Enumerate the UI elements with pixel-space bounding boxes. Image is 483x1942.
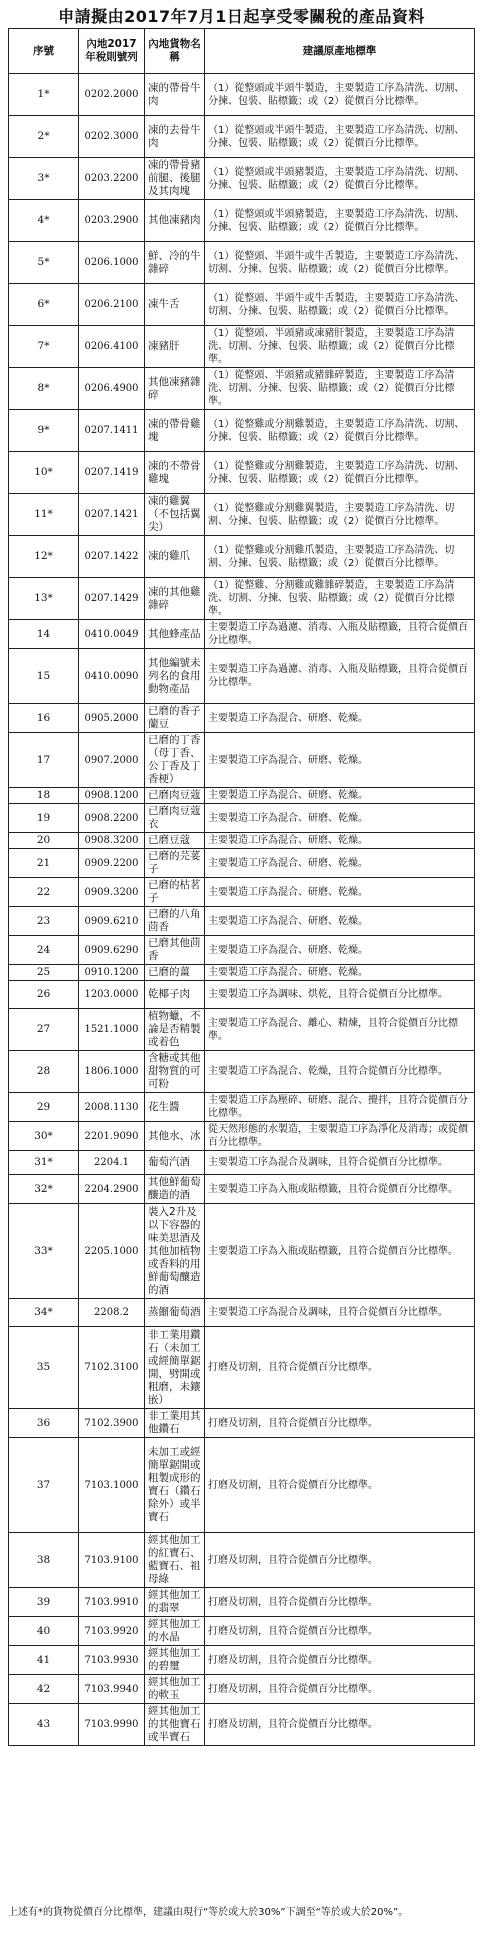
tariff-code-cell: 0207.1422 <box>79 536 145 578</box>
tariff-code-cell: 2204.1 <box>79 1151 145 1175</box>
origin-standard-cell: 打磨及切割，且符合從價百分比標準。 <box>205 1409 475 1438</box>
origin-standard-cell: 打磨及切割，且符合從價百分比標準。 <box>205 1327 475 1409</box>
tariff-code-cell: 0907.2000 <box>79 733 145 788</box>
serial-no-cell: 36 <box>9 1409 79 1438</box>
serial-no-cell: 33* <box>9 1204 79 1299</box>
table-row <box>9 1093 475 1122</box>
table-row <box>9 936 475 965</box>
goods-name-cell: 已磨的丁香（母丁香、公丁香及丁香梗） <box>145 733 205 788</box>
footnote: 上述有*的貨物從價百分比標準，建議由現行“等於或大於30%”下調至“等於或大於20%”。 <box>8 1907 409 1918</box>
tariff-code-cell: 1203.0000 <box>79 981 145 1009</box>
table-row <box>9 788 475 804</box>
serial-no-cell: 25 <box>9 965 79 981</box>
goods-name-cell: 凍的帶骨豬前腿、後腿及其肉塊 <box>145 158 205 200</box>
serial-no-cell: 23 <box>9 907 79 936</box>
origin-standard-cell: 主要製造工序為混合、研磨、乾燥。 <box>205 849 475 878</box>
tariff-code-cell: 0909.6290 <box>79 936 145 965</box>
serial-no-cell: 1* <box>9 74 79 116</box>
origin-standard-cell: 從天然形態的水製造，主要製造工序為淨化及消毒；或從價百分比標準。 <box>205 1122 475 1151</box>
goods-name-cell: 已磨的芫荽子 <box>145 849 205 878</box>
serial-no-cell: 37 <box>9 1438 79 1533</box>
serial-no-cell: 17 <box>9 733 79 788</box>
tariff-code-cell: 2201.9090 <box>79 1122 145 1151</box>
serial-no-cell: 38 <box>9 1533 79 1588</box>
tariff-code-cell: 0202.3000 <box>79 116 145 158</box>
goods-name-cell: 經其他加工的其他寶石或半寶石 <box>145 1704 205 1746</box>
origin-standard-cell: 主要製造工序為混合、離心、精煉，且符合從價百分比標準。 <box>205 1009 475 1051</box>
origin-standard-cell: 主要製造工序為混合、研磨、乾燥。 <box>205 733 475 788</box>
table-row <box>9 368 475 410</box>
tariff-code-cell: 2204.2900 <box>79 1175 145 1204</box>
tariff-code-cell: 0206.1000 <box>79 242 145 284</box>
tariff-code-cell: 0207.1429 <box>79 578 145 620</box>
table-row <box>9 494 475 536</box>
serial-no-cell: 32* <box>9 1175 79 1204</box>
table-row <box>9 1675 475 1704</box>
serial-no-cell: 2* <box>9 116 79 158</box>
serial-no-cell: 28 <box>9 1051 79 1093</box>
origin-standard-cell: 主要製造工序為混合、研磨、乾燥。 <box>205 936 475 965</box>
tariff-code-cell: 0203.2900 <box>79 200 145 242</box>
origin-standard-cell: 主要製造工序為混合、研磨、乾燥。 <box>205 804 475 833</box>
origin-standard-cell: 主要製造工序為壓碎、研磨、混合、攪拌，且符合從價百分比標準。 <box>205 1093 475 1122</box>
table-row <box>9 704 475 733</box>
tariff-code-cell: 7103.9930 <box>79 1646 145 1675</box>
serial-no-cell: 13* <box>9 578 79 620</box>
serial-no-cell: 27 <box>9 1009 79 1051</box>
tariff-code-cell: 7103.9940 <box>79 1675 145 1704</box>
tariff-code-cell: 7102.3900 <box>79 1409 145 1438</box>
tariff-code-cell: 0909.3200 <box>79 878 145 907</box>
goods-name-cell: 凍豬肝 <box>145 326 205 368</box>
header-tariff-code: 內地2017年稅則號列 <box>79 29 145 74</box>
table-row <box>9 965 475 981</box>
tariff-code-cell: 0905.2000 <box>79 704 145 733</box>
table-body <box>9 74 475 1746</box>
goods-name-cell: 已磨豆蔻 <box>145 833 205 849</box>
tariff-code-cell: 0207.1421 <box>79 494 145 536</box>
tariff-code-cell: 7103.9920 <box>79 1617 145 1646</box>
origin-standard-cell: （1）從整頭、半頭豬或凍豬肝製造，主要製造工序為清洗、切割、分揀、包裝、貼標籤；或（2）從價百分比標準。 <box>205 326 475 368</box>
table-row <box>9 907 475 936</box>
serial-no-cell: 11* <box>9 494 79 536</box>
table-row <box>9 452 475 494</box>
goods-name-cell: 鮮、冷的牛雜碎 <box>145 242 205 284</box>
goods-name-cell: 凍的雞爪 <box>145 536 205 578</box>
serial-no-cell: 14 <box>9 620 79 649</box>
origin-standard-cell: 主要製造工序為混合、乾燥，且符合從價百分比標準。 <box>205 1051 475 1093</box>
serial-no-cell: 19 <box>9 804 79 833</box>
origin-standard-cell: 主要製造工序為混合、研磨、乾燥。 <box>205 788 475 804</box>
serial-no-cell: 4* <box>9 200 79 242</box>
origin-standard-cell: 主要製造工序為過濾、消毒、入瓶及貼標籤，且符合從價百分比標準。 <box>205 620 475 649</box>
origin-standard-cell: 主要製造工序為混合、研磨、乾燥。 <box>205 907 475 936</box>
goods-name-cell: 植物蠟，不論是否精製或着色 <box>145 1009 205 1051</box>
header-origin-standard: 建議原產地標準 <box>205 29 475 74</box>
tariff-code-cell: 0203.2200 <box>79 158 145 200</box>
origin-standard-cell: 主要製造工序為混合、研磨、乾燥。 <box>205 965 475 981</box>
table-row <box>9 1151 475 1175</box>
serial-no-cell: 42 <box>9 1675 79 1704</box>
table-row <box>9 536 475 578</box>
tariff-code-cell: 7103.1000 <box>79 1438 145 1533</box>
goods-name-cell: 其他蜂產品 <box>145 620 205 649</box>
goods-name-cell: 凍的帶骨牛肉 <box>145 74 205 116</box>
table-row <box>9 804 475 833</box>
serial-no-cell: 9* <box>9 410 79 452</box>
serial-no-cell: 43 <box>9 1704 79 1746</box>
origin-standard-cell: 主要製造工序為混合、研磨、乾燥。 <box>205 878 475 907</box>
origin-standard-cell: 打磨及切割，且符合從價百分比標準。 <box>205 1588 475 1617</box>
tariff-code-cell: 7103.9910 <box>79 1588 145 1617</box>
header-goods-name: 內地貨物名稱 <box>145 29 205 74</box>
header-serial-no: 序號 <box>9 29 79 74</box>
origin-standard-cell: 主要製造工序為混合、研磨、乾燥。 <box>205 704 475 733</box>
serial-no-cell: 18 <box>9 788 79 804</box>
goods-name-cell: 其他水、冰 <box>145 1122 205 1151</box>
table-row <box>9 878 475 907</box>
serial-no-cell: 21 <box>9 849 79 878</box>
origin-standard-cell: 打磨及切割，且符合從價百分比標準。 <box>205 1533 475 1588</box>
origin-standard-cell: 主要製造工序為過濾、消毒、入瓶及貼標籤，且符合從價百分比標準。 <box>205 649 475 704</box>
serial-no-cell: 7* <box>9 326 79 368</box>
goods-name-cell: 已磨的香子蘭豆 <box>145 704 205 733</box>
goods-name-cell: 未加工或經簡單鋸開或粗製成形的寶石（鑽石除外）或半寶石 <box>145 1438 205 1533</box>
goods-name-cell: 已磨肉豆蔻 <box>145 788 205 804</box>
goods-name-cell: 凍的帶骨雞塊 <box>145 410 205 452</box>
tariff-code-cell: 0206.4100 <box>79 326 145 368</box>
origin-standard-cell: 打磨及切割，且符合從價百分比標準。 <box>205 1438 475 1533</box>
tariff-code-cell: 0206.2100 <box>79 284 145 326</box>
goods-name-cell: 經其他加工的碧璽 <box>145 1646 205 1675</box>
table-row <box>9 1051 475 1093</box>
tariff-code-cell: 0206.4900 <box>79 368 145 410</box>
goods-name-cell: 蒸餾葡萄酒 <box>145 1299 205 1327</box>
table-row <box>9 1327 475 1409</box>
origin-standard-cell: （1）從整雞或分割雞製造，主要製造工序為清洗、切割、分揀、包裝、貼標籤；或（2）從價百分比標準。 <box>205 452 475 494</box>
goods-name-cell: 凍的不帶骨雞塊 <box>145 452 205 494</box>
goods-name-cell: 已磨肉豆蔻衣 <box>145 804 205 833</box>
tariff-code-cell: 2208.2 <box>79 1299 145 1327</box>
table-row <box>9 1009 475 1051</box>
origin-standard-cell: （1）從整頭或半頭牛製造，主要製造工序為清洗、切割、分揀、包裝、貼標籤；或（2）從價百分比標準。 <box>205 74 475 116</box>
goods-name-cell: 已磨的枯茗子 <box>145 878 205 907</box>
goods-name-cell: 裝入2升及以下容器的味美思酒及其他加植物或香料的用鮮葡萄釀造的酒 <box>145 1204 205 1299</box>
table-row <box>9 1617 475 1646</box>
serial-no-cell: 29 <box>9 1093 79 1122</box>
goods-name-cell: 已磨其他茴香 <box>145 936 205 965</box>
tariff-code-cell: 7102.3100 <box>79 1327 145 1409</box>
tariff-code-cell: 0207.1419 <box>79 452 145 494</box>
origin-standard-cell: （1）從整雞或分割雞製造，主要製造工序為清洗、切割、分揀、包裝、貼標籤；或（2）從價百分比標準。 <box>205 410 475 452</box>
table-row <box>9 116 475 158</box>
origin-standard-cell: 打磨及切割，且符合從價百分比標準。 <box>205 1675 475 1704</box>
tariff-code-cell: 0909.6210 <box>79 907 145 936</box>
tariff-code-cell: 0908.1200 <box>79 788 145 804</box>
origin-standard-cell: 主要製造工序為混合及調味，且符合從價百分比標準。 <box>205 1151 475 1175</box>
origin-standard-cell: 主要製造工序為入瓶或貼標籤，且符合從價百分比標準。 <box>205 1204 475 1299</box>
table-row <box>9 578 475 620</box>
table-header-row <box>9 29 475 74</box>
tariff-code-cell: 1806.1000 <box>79 1051 145 1093</box>
table-row <box>9 284 475 326</box>
tariff-code-cell: 1521.1000 <box>79 1009 145 1051</box>
table-row <box>9 833 475 849</box>
goods-name-cell: 其他鮮葡萄釀造的酒 <box>145 1175 205 1204</box>
table-row <box>9 74 475 116</box>
table-row <box>9 1704 475 1746</box>
origin-standard-cell: 打磨及切割，且符合從價百分比標準。 <box>205 1704 475 1746</box>
serial-no-cell: 20 <box>9 833 79 849</box>
goods-name-cell: 非工業用鑽石（未加工或經簡單鋸開，劈開或粗磨，未鑲嵌） <box>145 1327 205 1409</box>
serial-no-cell: 3* <box>9 158 79 200</box>
table-row <box>9 1438 475 1533</box>
goods-name-cell: 凍的去骨牛肉 <box>145 116 205 158</box>
serial-no-cell: 16 <box>9 704 79 733</box>
table-row <box>9 242 475 284</box>
goods-name-cell: 經其他加工的紅寶石、藍寶石、祖母綠 <box>145 1533 205 1588</box>
table-row <box>9 981 475 1009</box>
tariff-code-cell: 7103.9990 <box>79 1704 145 1746</box>
tariff-code-cell: 0908.2200 <box>79 804 145 833</box>
table-row <box>9 1533 475 1588</box>
serial-no-cell: 8* <box>9 368 79 410</box>
tariff-code-cell: 7103.9100 <box>79 1533 145 1588</box>
page-title: 申請擬由2017年7月1日起享受零關稅的產品資料 <box>58 7 425 26</box>
serial-no-cell: 30* <box>9 1122 79 1151</box>
goods-name-cell: 凍牛舌 <box>145 284 205 326</box>
goods-name-cell: 其他凍豬雜碎 <box>145 368 205 410</box>
goods-name-cell: 已磨的薑 <box>145 965 205 981</box>
tariff-code-cell: 0910.1200 <box>79 965 145 981</box>
tariff-code-cell: 0908.3200 <box>79 833 145 849</box>
goods-name-cell: 其他編號未列名的食用動物產品 <box>145 649 205 704</box>
serial-no-cell: 10* <box>9 452 79 494</box>
serial-no-cell: 12* <box>9 536 79 578</box>
goods-name-cell: 經其他加工的軟玉 <box>145 1675 205 1704</box>
table-row <box>9 158 475 200</box>
table-row <box>9 1175 475 1204</box>
serial-no-cell: 40 <box>9 1617 79 1646</box>
origin-standard-cell: （1）從整頭或半頭牛製造，主要製造工序為清洗、切割、分揀、包裝、貼標籤；或（2）從價百分比標準。 <box>205 116 475 158</box>
serial-no-cell: 34* <box>9 1299 79 1327</box>
goods-name-cell: 已磨的八角茴香 <box>145 907 205 936</box>
origin-standard-cell: 主要製造工序為調味、烘乾，且符合從價百分比標準。 <box>205 981 475 1009</box>
tariff-code-cell: 0207.1411 <box>79 410 145 452</box>
goods-name-cell: 經其他加工的水晶 <box>145 1617 205 1646</box>
serial-no-cell: 41 <box>9 1646 79 1675</box>
table-row <box>9 1646 475 1675</box>
tariff-code-cell: 0909.2200 <box>79 849 145 878</box>
serial-no-cell: 22 <box>9 878 79 907</box>
tariff-code-cell: 2205.1000 <box>79 1204 145 1299</box>
origin-standard-cell: 打磨及切割，且符合從價百分比標準。 <box>205 1617 475 1646</box>
tariff-code-cell: 0410.0049 <box>79 620 145 649</box>
origin-standard-cell: 主要製造工序為混合及調味，且符合從價百分比標準。 <box>205 1299 475 1327</box>
goods-name-cell: 花生醬 <box>145 1093 205 1122</box>
origin-standard-cell: 打磨及切割，且符合從價百分比標準。 <box>205 1646 475 1675</box>
origin-standard-cell: （1）從整雞、分割雞或雞雜碎製造，主要製造工序為清洗、切割、分揀、包裝、貼標籤；或（2）從價百分比標準。 <box>205 578 475 620</box>
table-row <box>9 1204 475 1299</box>
table-row <box>9 410 475 452</box>
origin-standard-cell: 主要製造工序為入瓶或貼標籤，且符合從價百分比標準。 <box>205 1175 475 1204</box>
goods-name-cell: 凍的其他雞雜碎 <box>145 578 205 620</box>
serial-no-cell: 31* <box>9 1151 79 1175</box>
serial-no-cell: 6* <box>9 284 79 326</box>
origin-standard-cell: （1）從整雞或分割雞翼製造，主要製造工序為清洗、切割、分揀、包裝、貼標籤；或（2）從價百分比標準。 <box>205 494 475 536</box>
tariff-code-cell: 0202.2000 <box>79 74 145 116</box>
serial-no-cell: 24 <box>9 936 79 965</box>
serial-no-cell: 5* <box>9 242 79 284</box>
tariff-code-cell: 0410.0090 <box>79 649 145 704</box>
tariff-code-cell: 2008.1130 <box>79 1093 145 1122</box>
serial-no-cell: 15 <box>9 649 79 704</box>
origin-standard-cell: （1）從整頭或半頭豬製造，主要製造工序為清洗、切割、分揀、包裝、貼標籤；或（2）從價百分比標準。 <box>205 158 475 200</box>
serial-no-cell: 39 <box>9 1588 79 1617</box>
goods-name-cell: 非工業用其他鑽石 <box>145 1409 205 1438</box>
table-row <box>9 1409 475 1438</box>
table-row <box>9 1588 475 1617</box>
table-row <box>9 200 475 242</box>
goods-name-cell: 葡萄汽酒 <box>145 1151 205 1175</box>
table-row <box>9 649 475 704</box>
goods-name-cell: 經其他加工的翡翠 <box>145 1588 205 1617</box>
table-row <box>9 1299 475 1327</box>
origin-standard-cell: 主要製造工序為混合、研磨、乾燥。 <box>205 833 475 849</box>
table-row <box>9 1122 475 1151</box>
table-row <box>9 620 475 649</box>
origin-standard-cell: （1）從整頭、半頭牛或牛舌製造，主要製造工序為清洗、切割、分揀、包裝、貼標籤；或（2）從價百分比標準。 <box>205 284 475 326</box>
product-table <box>8 28 475 1746</box>
origin-standard-cell: （1）從整頭或半頭豬製造，主要製造工序為清洗、切割、分揀、包裝、貼標籤；或（2）從價百分比標準。 <box>205 200 475 242</box>
goods-name-cell: 乾椰子肉 <box>145 981 205 1009</box>
goods-name-cell: 其他凍豬肉 <box>145 200 205 242</box>
serial-no-cell: 35 <box>9 1327 79 1409</box>
table-row <box>9 733 475 788</box>
goods-name-cell: 含糖或其他甜物質的可可粉 <box>145 1051 205 1093</box>
origin-standard-cell: （1）從整頭、半頭牛或牛舌製造，主要製造工序為清洗、切割、分揀、包裝、貼標籤；或（2）從價百分比標準。 <box>205 242 475 284</box>
origin-standard-cell: （1）從整頭、半頭豬或豬雜碎製造，主要製造工序為清洗、切割、分揀、包裝、貼標籤；或（2）從價百分比標準。 <box>205 368 475 410</box>
table-row <box>9 849 475 878</box>
goods-name-cell: 凍的雞翼（不包括翼尖） <box>145 494 205 536</box>
table-row <box>9 326 475 368</box>
serial-no-cell: 26 <box>9 981 79 1009</box>
origin-standard-cell: （1）從整雞或分割雞爪製造，主要製造工序為清洗、切割、分揀、包裝、貼標籤；或（2）從價百分比標準。 <box>205 536 475 578</box>
